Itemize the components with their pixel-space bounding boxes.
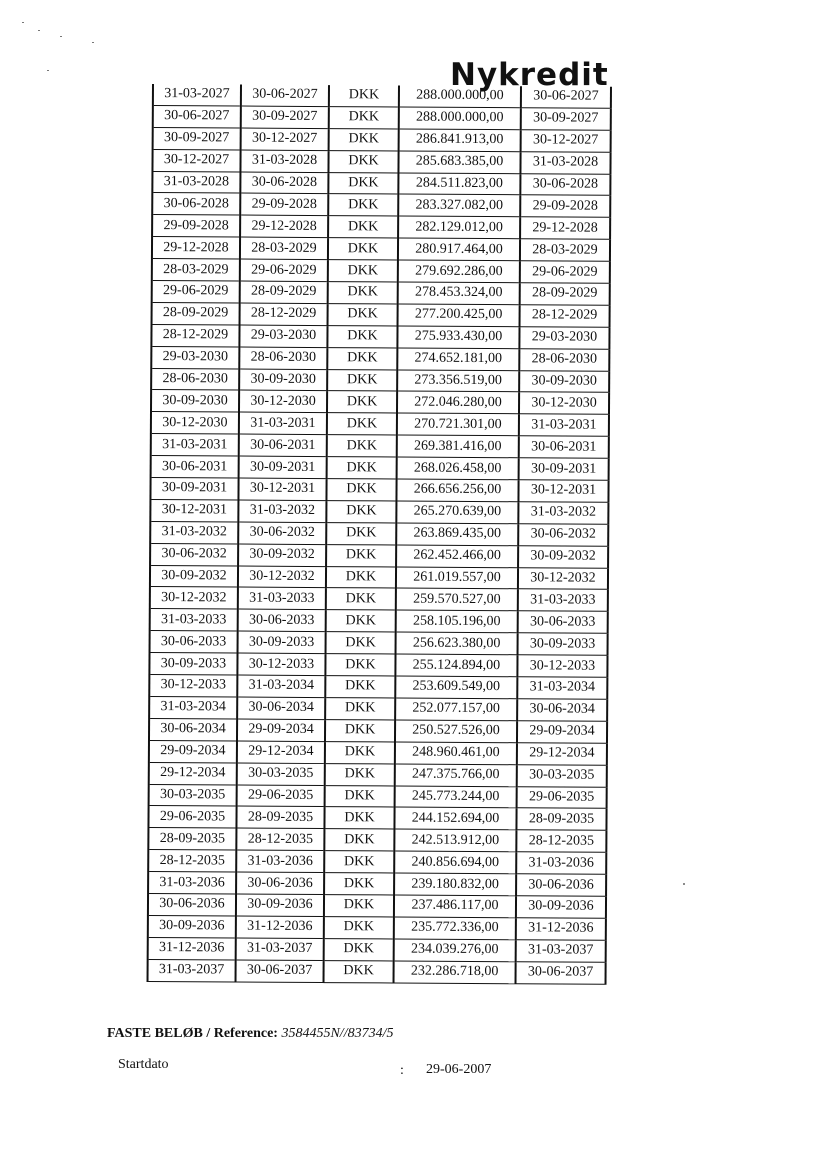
table-row: [148, 893, 606, 918]
currency-cell: DKK: [325, 676, 395, 698]
period-start-cell: 30-06-2033: [150, 631, 238, 653]
currency-cell: DKK: [328, 194, 398, 216]
period-start-cell: 30-12-2032: [150, 587, 238, 609]
currency-cell: DKK: [324, 895, 394, 917]
payment-date-cell: 29-09-2028: [520, 195, 610, 217]
payment-date-cell: 30-03-2035: [517, 764, 607, 786]
fixed-amounts-heading: FASTE BELØB / Reference:: [107, 1026, 278, 1041]
table-row: [151, 434, 609, 459]
currency-cell: DKK: [325, 763, 395, 785]
payment-date-cell: 30-09-2031: [519, 458, 609, 480]
payment-date-cell: 30-06-2036: [516, 874, 606, 896]
period-end-cell: 28-06-2030: [239, 347, 327, 369]
table-row: [148, 806, 606, 831]
period-end-cell: 30-09-2036: [236, 894, 324, 916]
period-start-cell: 28-03-2029: [152, 259, 240, 281]
currency-cell: DKK: [325, 698, 395, 720]
payment-date-cell: 30-12-2027: [521, 130, 611, 152]
table-row: [152, 281, 610, 306]
payment-date-cell: 30-09-2030: [519, 370, 609, 392]
currency-cell: DKK: [326, 479, 396, 501]
amount-cell: 261.019.557,00: [396, 567, 518, 590]
period-end-cell: 30-06-2033: [238, 609, 326, 631]
table-row: [150, 609, 608, 634]
payment-date-cell: 29-06-2029: [520, 261, 610, 283]
table-row: [148, 937, 606, 962]
period-end-cell: 30-09-2031: [239, 456, 327, 478]
scan-speck: [683, 883, 685, 885]
payment-date-cell: 31-03-2037: [516, 939, 606, 961]
period-end-cell: 29-12-2028: [240, 215, 328, 237]
currency-cell: DKK: [327, 369, 397, 391]
table-row: [150, 587, 608, 612]
period-start-cell: 31-12-2036: [148, 937, 236, 959]
table-row: [150, 543, 608, 568]
amount-cell: 258.105.196,00: [396, 610, 518, 633]
period-end-cell: 30-06-2036: [236, 872, 324, 894]
payment-date-cell: 29-09-2034: [517, 721, 607, 743]
period-end-cell: 29-12-2034: [237, 741, 325, 763]
period-start-cell: 30-12-2031: [150, 499, 238, 521]
payment-date-cell: 30-09-2036: [516, 896, 606, 918]
table-row: [151, 368, 609, 393]
period-start-cell: 31-03-2034: [149, 696, 237, 718]
period-end-cell: 28-09-2035: [236, 806, 324, 828]
payment-schedule-table: [147, 84, 612, 984]
currency-cell: DKK: [328, 303, 398, 325]
payment-date-cell: 30-12-2030: [519, 392, 609, 414]
amount-cell: 240.856.694,00: [394, 851, 516, 874]
table-row: [151, 412, 609, 437]
table-row: [153, 127, 611, 152]
table-row: [152, 259, 610, 284]
payment-date-cell: 31-03-2032: [518, 502, 608, 524]
period-start-cell: 29-09-2028: [152, 215, 240, 237]
period-end-cell: 30-09-2030: [239, 369, 327, 391]
payment-date-cell: 30-06-2031: [519, 436, 609, 458]
period-start-cell: 28-09-2029: [152, 302, 240, 324]
period-end-cell: 31-03-2036: [236, 850, 324, 872]
period-start-cell: 31-03-2027: [153, 84, 241, 106]
table-row: [150, 631, 608, 656]
table-row: [150, 478, 608, 503]
period-end-cell: 30-06-2028: [240, 172, 328, 194]
amount-cell: 253.609.549,00: [395, 676, 517, 699]
start-date-label: Startdato: [118, 1057, 169, 1072]
currency-cell: DKK: [328, 216, 398, 238]
amount-cell: 273.356.519,00: [397, 370, 519, 393]
payment-date-cell: 28-03-2029: [520, 239, 610, 261]
currency-cell: DKK: [327, 435, 397, 457]
period-start-cell: 31-03-2031: [151, 434, 239, 456]
amount-cell: 244.152.694,00: [394, 807, 516, 830]
period-end-cell: 30-06-2032: [238, 522, 326, 544]
currency-cell: DKK: [328, 282, 398, 304]
currency-cell: DKK: [327, 391, 397, 413]
table-row: [149, 784, 607, 809]
amount-cell: 288.000.000,00: [399, 86, 521, 108]
period-end-cell: 29-03-2030: [239, 325, 327, 347]
payment-date-cell: 30-06-2037: [516, 961, 606, 983]
amount-cell: 283.327.082,00: [398, 194, 520, 217]
table-row: [148, 915, 606, 940]
period-end-cell: 28-09-2029: [240, 281, 328, 303]
table-row: [149, 653, 607, 678]
amount-cell: 279.692.286,00: [398, 260, 520, 283]
period-start-cell: 31-03-2037: [148, 959, 236, 981]
amount-cell: 269.381.416,00: [397, 435, 519, 458]
period-end-cell: 29-09-2034: [237, 719, 325, 741]
amount-cell: 265.270.639,00: [396, 501, 518, 524]
amount-cell: 239.180.832,00: [394, 873, 516, 896]
amount-cell: 270.721.301,00: [397, 413, 519, 436]
nykredit-logo: Nykredit: [450, 57, 609, 93]
period-end-cell: 31-03-2033: [238, 588, 326, 610]
scan-specks: [0, 0, 120, 90]
period-start-cell: 29-12-2028: [152, 237, 240, 259]
table-row: [152, 237, 610, 262]
table-row: [153, 105, 611, 130]
period-end-cell: 30-12-2027: [241, 128, 329, 150]
amount-cell: 234.039.276,00: [394, 939, 516, 962]
period-end-cell: 31-03-2032: [238, 500, 326, 522]
table-row: [149, 762, 607, 787]
currency-cell: DKK: [325, 719, 395, 741]
table-row: [151, 456, 609, 481]
currency-cell: DKK: [324, 960, 394, 982]
payment-date-cell: 30-06-2033: [518, 611, 608, 633]
payment-date-cell: 30-06-2028: [520, 173, 610, 195]
period-start-cell: 28-06-2030: [151, 368, 239, 390]
period-start-cell: 29-09-2034: [149, 740, 237, 762]
amount-cell: 235.772.336,00: [394, 917, 516, 940]
amount-cell: 288.000.000,00: [399, 107, 521, 130]
period-start-cell: 30-06-2036: [148, 893, 236, 915]
currency-cell: DKK: [326, 566, 396, 588]
amount-cell: 248.960.461,00: [395, 742, 517, 765]
period-start-cell: 30-09-2027: [153, 127, 241, 149]
start-date-value: 29-06-2007: [426, 1062, 492, 1077]
currency-cell: DKK: [327, 413, 397, 435]
period-start-cell: 31-03-2036: [148, 872, 236, 894]
period-start-cell: 30-09-2031: [150, 478, 238, 500]
period-start-cell: 31-03-2033: [150, 609, 238, 631]
payment-date-cell: 29-12-2034: [517, 742, 607, 764]
period-end-cell: 31-03-2037: [236, 938, 324, 960]
amount-cell: 262.452.466,00: [396, 545, 518, 568]
period-end-cell: 28-12-2035: [236, 828, 324, 850]
period-start-cell: 29-03-2030: [151, 346, 239, 368]
period-end-cell: 30-09-2032: [238, 544, 326, 566]
period-start-cell: 30-12-2030: [151, 412, 239, 434]
currency-cell: DKK: [326, 588, 396, 610]
currency-cell: DKK: [326, 522, 396, 544]
currency-cell: DKK: [329, 106, 399, 128]
table-row: [152, 215, 610, 240]
currency-cell: DKK: [325, 741, 395, 763]
amount-cell: 286.841.913,00: [399, 129, 521, 152]
amount-cell: 268.026.458,00: [397, 457, 519, 480]
amount-cell: 259.570.527,00: [396, 588, 518, 611]
currency-cell: DKK: [324, 916, 394, 938]
period-end-cell: 30-06-2034: [237, 697, 325, 719]
payment-date-cell: 30-06-2034: [517, 699, 607, 721]
period-end-cell: 28-03-2029: [240, 237, 328, 259]
amount-cell: 232.286.718,00: [394, 961, 516, 984]
amount-cell: 266.656.256,00: [396, 479, 518, 502]
table-row: [150, 499, 608, 524]
period-end-cell: 31-03-2031: [239, 412, 327, 434]
amount-cell: 263.869.435,00: [396, 523, 518, 546]
amount-cell: 280.917.464,00: [398, 238, 520, 261]
payment-date-cell: 31-03-2031: [519, 414, 609, 436]
table-row: [151, 346, 609, 371]
period-start-cell: 29-12-2034: [149, 762, 237, 784]
table-row: [151, 324, 609, 349]
currency-cell: DKK: [324, 829, 394, 851]
period-end-cell: 30-06-2027: [241, 85, 329, 107]
payment-schedule-body: [148, 84, 611, 984]
payment-date-cell: 28-12-2029: [520, 305, 610, 327]
table-row: [152, 193, 610, 218]
currency-cell: DKK: [324, 807, 394, 829]
currency-cell: DKK: [327, 457, 397, 479]
currency-cell: DKK: [324, 873, 394, 895]
payment-date-cell: 30-09-2027: [521, 108, 611, 130]
amount-cell: 282.129.012,00: [398, 216, 520, 239]
currency-cell: DKK: [324, 851, 394, 873]
period-start-cell: 30-06-2027: [153, 105, 241, 127]
currency-cell: DKK: [326, 632, 396, 654]
period-start-cell: 31-03-2032: [150, 521, 238, 543]
amount-cell: 247.375.766,00: [395, 764, 517, 787]
currency-cell: DKK: [328, 150, 398, 172]
payment-date-cell: 30-12-2031: [518, 480, 608, 502]
amount-cell: 255.124.894,00: [395, 654, 517, 677]
period-start-cell: 30-03-2035: [149, 784, 237, 806]
table-row: [148, 850, 606, 875]
table-row: [148, 828, 606, 853]
period-end-cell: 29-09-2028: [240, 193, 328, 215]
amount-cell: 256.623.380,00: [396, 632, 518, 655]
period-start-cell: 31-03-2028: [152, 171, 240, 193]
currency-cell: DKK: [328, 238, 398, 260]
table-row: [152, 149, 610, 174]
currency-cell: DKK: [328, 172, 398, 194]
reference-number: 3584455N//83734/5: [281, 1026, 394, 1041]
period-end-cell: 30-09-2027: [241, 106, 329, 128]
payment-date-cell: 29-12-2028: [520, 217, 610, 239]
currency-cell: DKK: [326, 610, 396, 632]
amount-cell: 284.511.823,00: [398, 173, 520, 196]
period-end-cell: 29-06-2029: [240, 259, 328, 281]
payment-date-cell: 30-09-2033: [518, 633, 608, 655]
currency-cell: DKK: [329, 128, 399, 150]
currency-cell: DKK: [324, 938, 394, 960]
period-start-cell: 30-12-2033: [149, 675, 237, 697]
payment-date-cell: 30-12-2032: [518, 567, 608, 589]
amount-cell: 250.527.526,00: [395, 720, 517, 743]
period-end-cell: 30-12-2031: [238, 478, 326, 500]
table-row: [152, 171, 610, 196]
amount-cell: 252.077.157,00: [395, 698, 517, 721]
currency-cell: DKK: [327, 347, 397, 369]
table-row: [149, 675, 607, 700]
amount-cell: 242.513.912,00: [394, 829, 516, 852]
period-end-cell: 30-06-2031: [239, 434, 327, 456]
period-start-cell: 30-06-2028: [152, 193, 240, 215]
currency-cell: DKK: [327, 325, 397, 347]
amount-cell: 237.486.117,00: [394, 895, 516, 918]
currency-cell: DKK: [328, 260, 398, 282]
payment-date-cell: 31-03-2028: [520, 151, 610, 173]
table-row: [148, 872, 606, 897]
table-row: [148, 959, 606, 984]
period-start-cell: 30-06-2034: [149, 718, 237, 740]
period-start-cell: 29-06-2035: [148, 806, 236, 828]
payment-date-cell: 30-06-2032: [518, 524, 608, 546]
payment-date-cell: 30-12-2033: [517, 655, 607, 677]
period-start-cell: 28-12-2035: [148, 850, 236, 872]
payment-schedule-table-wrap: [147, 84, 604, 984]
period-end-cell: 30-12-2032: [238, 566, 326, 588]
currency-cell: DKK: [326, 500, 396, 522]
period-end-cell: 29-06-2035: [237, 785, 325, 807]
payment-date-cell: 28-09-2029: [520, 283, 610, 305]
period-start-cell: 30-09-2030: [151, 390, 239, 412]
amount-cell: 275.933.430,00: [397, 326, 519, 349]
table-row: [149, 740, 607, 765]
period-end-cell: 30-06-2037: [236, 960, 324, 982]
amount-cell: 278.453.324,00: [398, 282, 520, 305]
table-row: [150, 521, 608, 546]
payment-date-cell: 30-09-2032: [518, 545, 608, 567]
table-row: [149, 718, 607, 743]
amount-cell: 245.773.244,00: [395, 785, 517, 808]
currency-cell: DKK: [329, 85, 399, 107]
table-row: [149, 696, 607, 721]
period-end-cell: 28-12-2029: [240, 303, 328, 325]
period-end-cell: 30-03-2035: [237, 763, 325, 785]
payment-date-cell: 30-06-2027: [521, 86, 611, 108]
payment-date-cell: 28-09-2035: [516, 808, 606, 830]
period-start-cell: 28-12-2029: [151, 324, 239, 346]
amount-cell: 274.652.181,00: [397, 348, 519, 371]
fixed-amounts-reference: [107, 1026, 393, 1042]
start-date-colon: :: [400, 1063, 404, 1078]
table-row: [151, 390, 609, 415]
currency-cell: DKK: [326, 544, 396, 566]
table-row: [153, 84, 611, 108]
payment-date-cell: 28-06-2030: [519, 348, 609, 370]
period-start-cell: 30-12-2027: [152, 149, 240, 171]
period-end-cell: 30-12-2033: [237, 653, 325, 675]
period-end-cell: 31-03-2034: [237, 675, 325, 697]
period-start-cell: 30-09-2033: [149, 653, 237, 675]
period-start-cell: 30-09-2032: [150, 565, 238, 587]
amount-cell: 277.200.425,00: [398, 304, 520, 327]
period-end-cell: 31-12-2036: [236, 916, 324, 938]
period-start-cell: 30-06-2032: [150, 543, 238, 565]
payment-date-cell: 31-03-2033: [518, 589, 608, 611]
payment-date-cell: 28-12-2035: [516, 830, 606, 852]
amount-cell: 285.683.385,00: [398, 151, 520, 174]
payment-date-cell: 31-12-2036: [516, 918, 606, 940]
payment-date-cell: 31-03-2036: [516, 852, 606, 874]
period-start-cell: 30-06-2031: [151, 456, 239, 478]
payment-date-cell: 29-06-2035: [517, 786, 607, 808]
table-row: [152, 302, 610, 327]
period-start-cell: 30-09-2036: [148, 915, 236, 937]
payment-date-cell: 31-03-2034: [517, 677, 607, 699]
currency-cell: DKK: [325, 654, 395, 676]
period-end-cell: 30-12-2030: [239, 391, 327, 413]
period-end-cell: 31-03-2028: [240, 150, 328, 172]
period-end-cell: 30-09-2033: [238, 631, 326, 653]
period-start-cell: 28-09-2035: [148, 828, 236, 850]
payment-date-cell: 29-03-2030: [519, 327, 609, 349]
period-start-cell: 29-06-2029: [152, 281, 240, 303]
amount-cell: 272.046.280,00: [397, 391, 519, 414]
currency-cell: DKK: [325, 785, 395, 807]
table-row: [150, 565, 608, 590]
